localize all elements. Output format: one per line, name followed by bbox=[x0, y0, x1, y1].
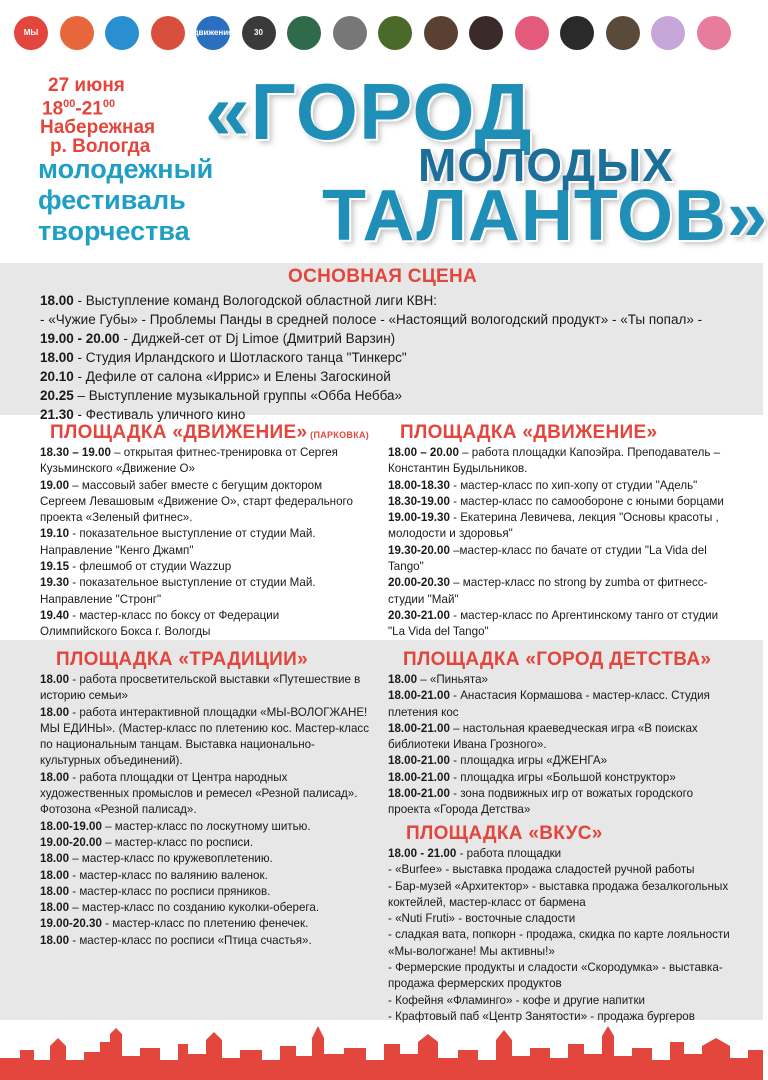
logo-12-icon bbox=[515, 16, 549, 50]
item-description: – мастер-класс по созданию куколки-оберега. bbox=[69, 901, 320, 915]
item-description: - Кофейня «Фламинго» - кофе и другие напитки bbox=[388, 993, 646, 1007]
logo-2-icon bbox=[60, 16, 94, 50]
dvizhenie-right-item bbox=[388, 478, 733, 494]
logo-8-icon bbox=[333, 16, 367, 50]
item-description: – мастер-класс по росписи. bbox=[101, 835, 254, 849]
logo-1-icon: МЫ bbox=[14, 16, 48, 50]
item-description: – мастер-класс по лоскутному шитью. bbox=[101, 819, 311, 833]
traditions-item bbox=[40, 770, 370, 819]
childhood-item bbox=[388, 688, 733, 721]
item-description: - сладкая вата, попкорн - продажа, скидка по карте лояльности «Мы-вологжане! Мы активны!» bbox=[388, 928, 730, 958]
logo-4-icon bbox=[151, 16, 185, 50]
item-description: - площадка игры «Большой конструктор» bbox=[449, 770, 676, 784]
taste-item bbox=[388, 862, 733, 878]
event-time: $18^{00}-21^{00}$ bbox=[42, 98, 116, 120]
item-time: 18.00-21.00 bbox=[388, 689, 450, 703]
item-description: - Бар-музей «Архитектор» - выставка продажа безалкогольных коктейлей, мастер-класс от бармена bbox=[388, 879, 729, 909]
item-description: - мастер-класс по хип-хопу от студии "Адель" bbox=[449, 478, 698, 492]
dvizhenie-left-item bbox=[40, 526, 358, 559]
item-description: - «Nuti Fruti» - восточные сладости bbox=[388, 912, 576, 926]
item-time: 18.00 bbox=[40, 901, 70, 915]
dvizhenie-left-item bbox=[40, 478, 358, 527]
event-date: 27 июня bbox=[48, 75, 125, 96]
childhood-item bbox=[388, 770, 733, 786]
traditions-item bbox=[40, 900, 370, 916]
item-time: 18.00 bbox=[40, 884, 70, 898]
logo-15-icon bbox=[651, 16, 685, 50]
item-description: – мастер-класс по strong by zumba от фитнесс-студии "Май" bbox=[388, 576, 708, 606]
logo-11-icon bbox=[469, 16, 503, 50]
logo-16-icon bbox=[697, 16, 731, 50]
item-time: 19.10 bbox=[40, 527, 70, 541]
item-description: – массовый забег вместе с бегущим доктором Сергеем Левашовым «Движение О», старт федерального проекта «Зеленый фитнес». bbox=[40, 478, 353, 525]
item-description: –мастер-класс по бачате от студии "La Vida del Tango" bbox=[388, 543, 707, 574]
taste-item bbox=[388, 927, 733, 960]
logo-14-icon bbox=[606, 16, 640, 50]
item-description: - мастер-класс по валянию валенок. bbox=[69, 868, 268, 882]
taste-item bbox=[388, 911, 733, 927]
traditions-item bbox=[40, 851, 370, 867]
item-time: 18.00 bbox=[40, 705, 70, 719]
item-description: - работа площадки от Центра народных художественных промыслов и ремесел «Резной палисад». Фотозона «Резной палисад». bbox=[40, 770, 358, 817]
dvizhenie-right-item bbox=[388, 494, 733, 510]
item-time: 19.40 bbox=[40, 608, 70, 622]
item-time: 18.00 bbox=[40, 293, 74, 308]
item-description: - показательное выступление от студии Май. Направление "Кенго Джамп" bbox=[40, 527, 316, 557]
item-time: 18.00 - 21.00 bbox=[388, 847, 457, 860]
item-description: - мастер-класс по самообороне с юными борцами bbox=[449, 494, 724, 508]
dvizhenie-right-title: ПЛОЩАДКА «ДВИЖЕНИЕ» bbox=[400, 422, 658, 443]
item-time: 19.00-19.30 bbox=[388, 511, 450, 525]
main-stage-item bbox=[40, 291, 740, 310]
logo-7-icon bbox=[287, 16, 321, 50]
main-stage-item bbox=[40, 386, 740, 405]
taste-item bbox=[388, 879, 733, 912]
item-description: – открытая фитнес-тренировка от Сергея Кузьминского «Движение О» bbox=[40, 446, 338, 476]
item-description: - работа площадки bbox=[456, 847, 562, 860]
item-time: 20.25 bbox=[40, 388, 74, 403]
item-time: 18.00-21.00 bbox=[388, 721, 450, 735]
childhood-title: ПЛОЩАДКА «ГОРОД ДЕТСТВА» bbox=[403, 649, 712, 670]
item-time: 21.30 bbox=[40, 407, 74, 422]
traditions-list bbox=[40, 672, 370, 949]
logo-5-icon: движение bbox=[196, 16, 230, 50]
item-time: 19.00-20.00 bbox=[40, 835, 102, 849]
main-stage-item bbox=[40, 329, 740, 348]
main-stage-item bbox=[40, 310, 740, 329]
item-description: - Екатерина Левичева, лекция "Основы красоты , молодости и здоровья" bbox=[388, 511, 719, 541]
title-line-2: МОЛОДЫХ bbox=[418, 139, 674, 191]
dvizhenie-left-list bbox=[40, 445, 358, 641]
item-description: - Студия Ирландского и Шотлаского танца "Тинкерс" bbox=[73, 350, 407, 365]
city-skyline-decoration bbox=[0, 1020, 763, 1080]
item-time: 19.15 bbox=[40, 560, 70, 574]
dvizhenie-left-item bbox=[40, 575, 358, 608]
item-description: - зона подвижных игр от вожатых городского проекта «Города Детства» bbox=[388, 787, 694, 817]
dvizhenie-right-item bbox=[388, 510, 733, 543]
item-description: - работа интерактивной площадки «МЫ-ВОЛОГЖАНЕ!МЫ ЕДИНЫ». (Мастер-класс по плетению кос. Мастер-класс по национальным танцам. Выставка национально-культурных объединений). bbox=[40, 705, 369, 768]
partner-logos bbox=[14, 16, 754, 56]
childhood-item bbox=[388, 786, 733, 819]
logo-9-icon bbox=[378, 16, 412, 50]
item-time: 18.00 bbox=[40, 868, 70, 882]
dvizhenie-right-list bbox=[388, 445, 733, 641]
item-time: 18.00 bbox=[40, 673, 70, 686]
item-time: 18.00 bbox=[388, 673, 418, 686]
traditions-item bbox=[40, 933, 370, 949]
logo-6-icon: 30 bbox=[242, 16, 276, 50]
subtitle-line-3: творчества bbox=[38, 216, 190, 246]
item-description: - флешмоб от студии Wazzup bbox=[69, 560, 232, 574]
item-description: - мастер-класс по плетению фенечек. bbox=[101, 917, 309, 931]
main-stage-item bbox=[40, 348, 740, 367]
item-description: - мастер-класс по росписи пряников. bbox=[69, 884, 271, 898]
traditions-title: ПЛОЩАДКА «ТРАДИЦИИ» bbox=[56, 649, 308, 670]
dvizhenie-left-item bbox=[40, 559, 358, 575]
item-time: 18.30-19.00 bbox=[388, 494, 450, 508]
festival-subtitle bbox=[38, 154, 213, 247]
taste-title: ПЛОЩАДКА «ВКУС» bbox=[406, 823, 603, 844]
taste-item bbox=[388, 993, 733, 1009]
item-time: 20.30-21.00 bbox=[388, 608, 450, 622]
dvizhenie-left-item bbox=[40, 445, 358, 478]
item-description: - мастер-класс по боксу от Федерации Олимпийского Бокса г. Вологды bbox=[40, 608, 280, 639]
item-time: 18.00 bbox=[40, 852, 70, 866]
traditions-item bbox=[40, 884, 370, 900]
main-stage-list bbox=[40, 291, 740, 424]
item-time: 18.00 – 20.00 bbox=[388, 446, 459, 459]
item-time: 18.00-21.00 bbox=[388, 770, 450, 784]
item-time: 18.00-21.00 bbox=[388, 754, 450, 768]
item-time: 18.00-18.30 bbox=[388, 478, 450, 492]
item-description: - мастер-класс по Аргентинскому танго от студии "La Vida del Tango" bbox=[388, 608, 719, 639]
item-description: - Диджей-сет от Dj Limoe (Дмитрий Варзин) bbox=[119, 331, 396, 346]
item-time: 19.00-20.30 bbox=[40, 917, 102, 931]
traditions-item bbox=[40, 705, 370, 770]
title-line-1: «ГОРОД bbox=[205, 67, 533, 156]
childhood-item bbox=[388, 721, 733, 754]
dvizhenie-left-item bbox=[40, 608, 358, 641]
item-time: 18.30 – 19.00 bbox=[40, 446, 111, 459]
taste-item bbox=[388, 960, 733, 993]
item-time: 19.30 bbox=[40, 576, 70, 590]
title-line-3: ТАЛАНТОВ» bbox=[322, 176, 768, 256]
item-time: 18.00 bbox=[40, 770, 70, 784]
childhood-item bbox=[388, 753, 733, 769]
dvizhenie-right-item bbox=[388, 575, 733, 608]
dvizhenie-left-title: ПЛОЩАДКА «ДВИЖЕНИЕ» (ПАРКОВКА) bbox=[50, 422, 370, 443]
event-place-1: Набережная bbox=[40, 117, 156, 139]
childhood-item bbox=[388, 672, 733, 688]
item-description: - Выступление команд Вологодской областной лиги КВН: bbox=[73, 293, 438, 308]
item-description: - Анастасия Кормашова - мастер-класс. Студия плетения кос bbox=[388, 689, 710, 719]
item-description: – Выступление музыкальной группы «Обба Небба» bbox=[73, 388, 403, 403]
item-description: - Крафтовый паб «Центр Занятости» - продажа бургеров bbox=[388, 1009, 695, 1023]
dvizhenie-right-item bbox=[388, 445, 733, 478]
main-stage-item bbox=[40, 367, 740, 386]
dvizhenie-right-item bbox=[388, 608, 733, 641]
traditions-item bbox=[40, 819, 370, 835]
item-description: - Фестиваль уличного кино bbox=[73, 407, 246, 422]
item-description: – «Пиньята» bbox=[417, 673, 488, 686]
item-description: – работа площадки Капоэйра. Преподаватель – Константин Будыльников. bbox=[388, 446, 721, 476]
traditions-item bbox=[40, 672, 370, 705]
item-description: - «Burfee» - выставка продажа сладостей ручной работы bbox=[388, 863, 695, 877]
taste-item bbox=[388, 846, 733, 862]
event-place-2: р. Вологда bbox=[50, 136, 151, 158]
item-description: - показательное выступление от студии Май. Направление "Стронг" bbox=[40, 576, 316, 606]
item-description: - мастер-класс по росписи «Птица счастья». bbox=[69, 933, 312, 947]
main-stage-title: ОСНОВНАЯ СЦЕНА bbox=[288, 266, 478, 287]
item-time: 18.00-19.00 bbox=[40, 819, 102, 833]
item-description: - Дефиле от салона «Иррис» и Елены Загоскиной bbox=[73, 369, 391, 384]
taste-list bbox=[388, 846, 733, 1025]
traditions-item bbox=[40, 868, 370, 884]
traditions-item bbox=[40, 835, 370, 851]
item-description: - Фермерские продукты и сладости «Скородумка» - выставка-продажа фермерских продуктов bbox=[388, 961, 723, 991]
dvizhenie-right-item bbox=[388, 543, 733, 576]
item-description: - площадка игры «ДЖЕНГА» bbox=[449, 754, 608, 768]
traditions-item bbox=[40, 916, 370, 932]
logo-13-icon bbox=[560, 16, 594, 50]
item-time: 18.00-21.00 bbox=[388, 787, 450, 801]
item-description: – настольная краеведческая игра «В поисках библиотеки Ивана Грозного». bbox=[388, 721, 698, 752]
item-time: 18.00 bbox=[40, 350, 74, 365]
item-description: - «Чужие Губы» - Проблемы Панды в средней полосе - «Настоящий вологодский продукт» - «Ты попал» - bbox=[40, 312, 703, 327]
subtitle-line-1: молодежный bbox=[38, 154, 214, 184]
item-time: 19.00 bbox=[40, 478, 70, 492]
item-time: 20.10 bbox=[40, 369, 74, 384]
logo-10-icon bbox=[424, 16, 458, 50]
subtitle-line-2: фестиваль bbox=[38, 185, 186, 215]
item-description: - работа просветительской выставки «Путешествие в историю семьи» bbox=[40, 673, 361, 703]
event-info bbox=[40, 76, 155, 156]
item-time: 20.00-20.30 bbox=[388, 576, 450, 590]
item-description: – мастер-класс по кружевоплетению. bbox=[69, 852, 273, 866]
childhood-list bbox=[388, 672, 733, 819]
logo-3-icon bbox=[105, 16, 139, 50]
item-time: 18.00 bbox=[40, 933, 70, 947]
item-time: 19.30-20.00 bbox=[388, 543, 450, 557]
item-time: 19.00 - 20.00 bbox=[40, 331, 120, 346]
